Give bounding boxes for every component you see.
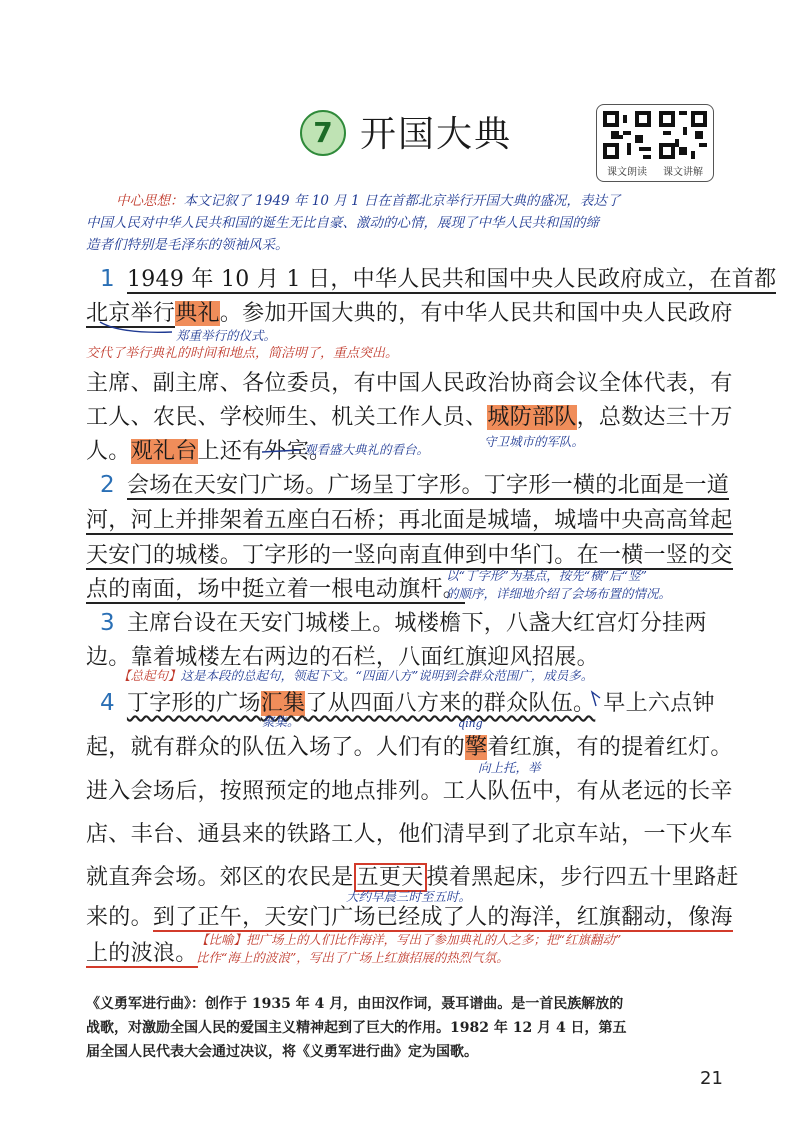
center-idea-text-2: 中国人民对中华人民共和国的诞生无比自豪、激动的心情，展现了中华人民共和国的缔 (86, 215, 599, 231)
para4-text-1a: 丁字形的广场 (126, 691, 261, 716)
highlight-guanlitai: 观礼台 (130, 439, 198, 464)
note-biyu-text-1: 把广场上的人们比作海洋，写出了参加典礼的人之多；把“红旗翻动” (246, 932, 622, 947)
para1-number: 1 (100, 266, 115, 292)
qr-label-explain: 课文讲解 (663, 167, 703, 178)
note-wugengtian: 大约早晨三时至五时。 (346, 889, 472, 904)
para4-line4: 店、丰台、通县来的铁路工人，他们清早到了北京车站，一下火车 (86, 822, 733, 847)
footnote-line-1: 《义勇军进行曲》：创作于 1935 年 4 月，由田汉作词，聂耳谱曲。是一首民族解放的 (86, 996, 624, 1012)
footnote-line-2: 战歌，对激励全国人民的爱国主义精神起到了巨大的作用。1982 年 12 月 4 日，第五 (86, 1020, 627, 1036)
note-huiji: 聚集。 (262, 714, 300, 729)
para4-text-5a: 就直奔会场。郊区的农民是 (86, 865, 354, 890)
note-dianli: 郑重举行的仪式。 (176, 328, 277, 343)
arrow-guanlitai (262, 450, 300, 452)
para2-text-1: 会场在天安门广场。广场呈丁字形。丁字形一横的北面是一道 (126, 473, 730, 498)
highlight-wugengtian: 五更天 (354, 863, 427, 892)
para3-line2: 边。靠着城楼左右两边的石栏，八面红旗迎风招展。 (86, 645, 599, 670)
para2-number: 2 (100, 472, 115, 498)
footnote-line-3: 届全国人民代表大会通过决议，将《义勇军进行曲》定为国歌。 (86, 1044, 478, 1060)
para3-text-1: 主席台设在天安门城楼上。城楼檐下，八盏大红宫灯分挂两 (126, 611, 707, 636)
note-time-place: 交代了举行典礼的时间和地点，简洁明了，重点突出。 (86, 346, 399, 361)
para1-text-4a: 工人、农民、学校师生、机关工作人员、 (86, 405, 488, 430)
para1-text-1: 1949 年 10 月 1 日，中华人民共和国中央人民政府成立，在首都 (126, 267, 777, 292)
pinyin-qing: qíng (458, 717, 483, 730)
para2-text-3: 天安门的城楼。丁字形的一竖向南直伸到中华门。在一横一竖的交 (86, 543, 733, 568)
highlight-qing: 擎 (465, 735, 488, 760)
para4-text-1b: 了从四面八方来的群众队伍。 (305, 691, 596, 716)
center-idea-text-3: 造者们特别是毛泽东的领袖风采。 (86, 237, 289, 253)
center-idea-text-1: 本文记叙了 1949 年 10 月 1 日在首都北京举行开国大典的盛况，表达了 (183, 193, 621, 209)
para1-text-4b: ，总数达三十万 (576, 405, 733, 430)
note-zongqiju-text: 这是本段的总起句，领起下文。“四面八方”说明到会群众范围广，成员多。 (180, 668, 594, 683)
para3-number: 3 (100, 610, 115, 636)
note-biyu-2: 比作“海上的波浪”，写出了广场上红旗招展的热烈气氛。 (196, 950, 509, 965)
note-chengfang: 守卫城市的军队。 (484, 434, 585, 449)
para1-line3: 主席、副主席、各位委员，有中国人民政治协商会议全体代表，有 (86, 371, 733, 396)
para4-text-5b: 摸着黑起床，步行四五十里路赶 (426, 865, 739, 890)
para4-text-6a: 来的。 (86, 905, 153, 930)
para2-text-2: 河，河上并排架着五座白石桥；再北面是城墙，城墙中央高高耸起 (86, 508, 733, 533)
center-idea-label: 中心思想： (116, 193, 184, 209)
lesson-number-badge: 7 (300, 110, 346, 156)
para1-text-5a: 人。 (86, 439, 131, 464)
para1-text-5b: 上还有外宾。 (197, 439, 332, 464)
footnote-anthem (86, 992, 726, 1064)
arrow-zongqiju (592, 692, 600, 706)
qr-label-reading: 课文朗读 (607, 167, 647, 178)
lesson-title: 开国大典 (360, 114, 513, 155)
highlight-huiji: 汇集 (260, 691, 306, 716)
para4-number: 4 (100, 690, 115, 716)
para2-text-4: 点的南面，场中挺立着一根电动旗杆。 (86, 577, 466, 602)
note-para2-2: 的顺序，详细地介绍了会场布置的情况。 (446, 586, 672, 601)
para4-text-7a: 上的波浪。 (86, 941, 198, 966)
arrow-dianli (100, 322, 172, 332)
highlight-chengfang: 城防部队 (487, 405, 577, 430)
page-number: 21 (700, 1068, 723, 1089)
para4-text-2b: 着红旗，有的提着红灯。 (487, 735, 733, 760)
para4-line3: 进入会场后，按照预定的地点排列。工人队伍中，有从老远的长辛 (86, 779, 733, 804)
note-para2-1: 以“丁字形”为基点，按先“横”后“竖” (446, 568, 647, 583)
note-zongqiju-label: 【总起句】 (118, 668, 181, 683)
para1-text-2b: 。参加开国大典的，有中华人民共和国中央人民政府 (219, 301, 733, 326)
note-biyu-label: 【比喻】 (196, 932, 247, 947)
para4-text-1c: 早上六点钟 (603, 691, 715, 716)
highlight-dianli: 典礼 (175, 301, 220, 326)
note-guanlitai: 观看盛大典礼的看台。 (304, 442, 430, 457)
para4-text-2a: 起，就有群众的队伍入场了。人们有的 (86, 735, 466, 760)
note-qing: 向上托，举 (478, 760, 541, 775)
para4-text-6b: 到了正午，天安门广场已经成了人的海洋，红旗翻动，像海 (152, 905, 733, 930)
para1-text-2a: 北京举行 (86, 301, 176, 326)
